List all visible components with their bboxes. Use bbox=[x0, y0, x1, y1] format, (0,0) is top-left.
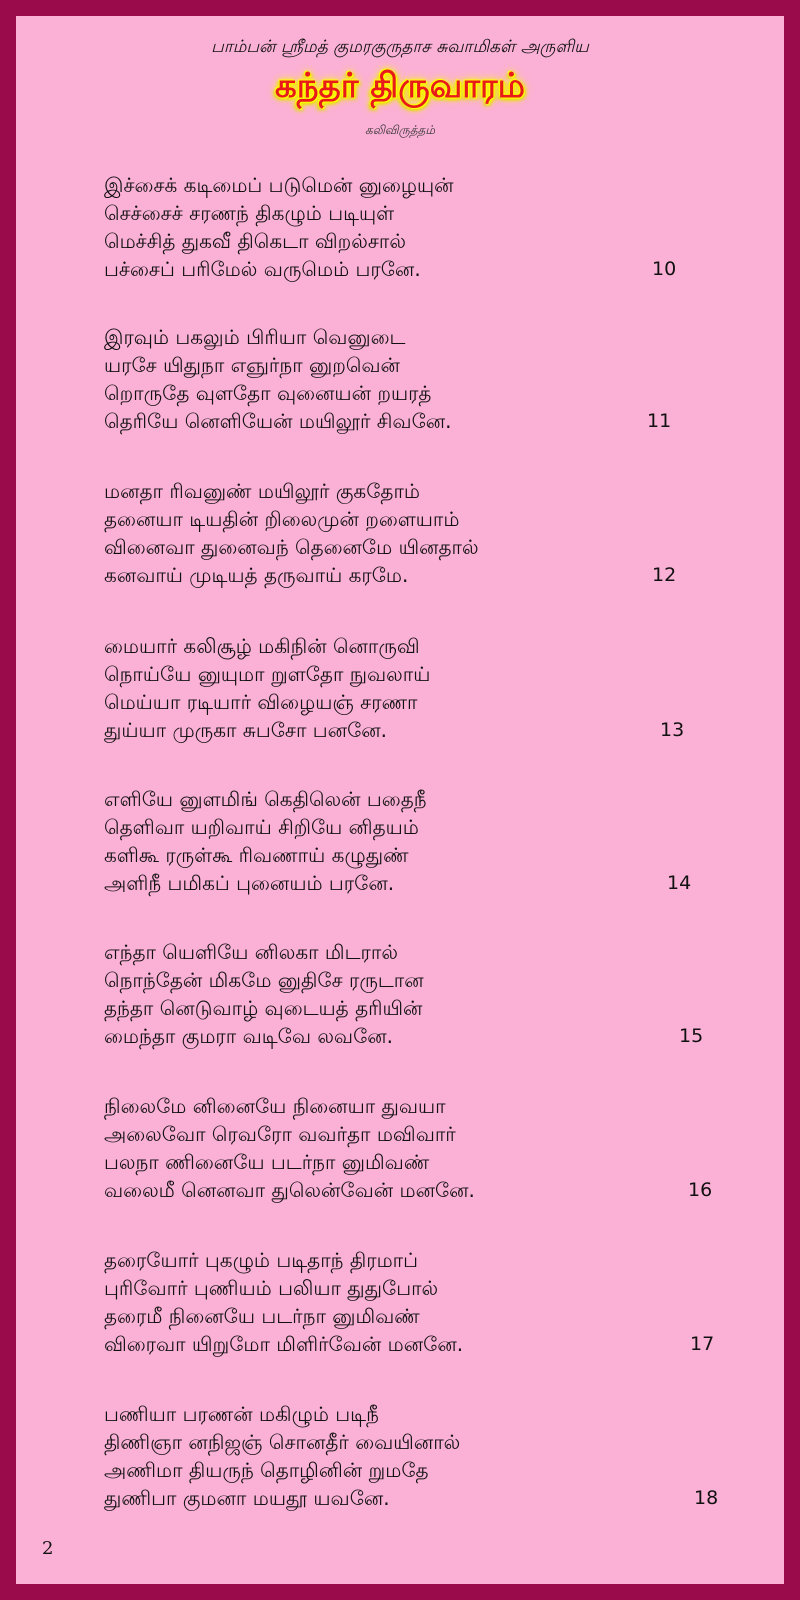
verse-line: தந்தா னெடுவாழ் வுடையத் தரியின் bbox=[104, 996, 423, 1020]
verse-line: அணிமா தியருந் தொழினின் றுமதே bbox=[104, 1458, 429, 1482]
verse-line: மெய்யா ரடியார் விழையஞ் சரணா bbox=[104, 690, 418, 714]
verse-line: புரிவோர் புணியம் பலியா துதுபோல் bbox=[104, 1276, 439, 1300]
verse-line: மைந்தா குமரா வடிவே லவனே. bbox=[104, 1024, 394, 1048]
verse-line: அலைவோ ரெவரோ வவர்தா மவிவார் bbox=[104, 1122, 456, 1146]
verse-line: செச்சைச் சரணந் திகழும் படியுள் bbox=[104, 201, 395, 225]
verse-line: தெளிவா யறிவாய் சிறியே னிதயம் bbox=[104, 815, 419, 839]
stanza-number: 16 bbox=[688, 1179, 713, 1201]
stanza-number: 11 bbox=[647, 410, 672, 432]
verse-line: களிகூ ரருள்கூ ரிவணாய் கழுதுண் bbox=[104, 843, 409, 867]
verse-line: எந்தா யெளியே னிலகா மிடரால் bbox=[104, 940, 398, 964]
verse-line: வலைமீ னெனவா துலென்வேன் மனனே. bbox=[104, 1178, 475, 1202]
verse-line: துணிபா குமனா மயதூ யவனே. bbox=[104, 1486, 390, 1510]
verse-line: தெரியே னெளியேன் மயிலூர் சிவனே. bbox=[104, 409, 452, 433]
meter-label: கலிவிருத்தம் bbox=[365, 123, 435, 137]
stanza bbox=[104, 323, 744, 435]
verse-line: மெச்சித் துகவீ திகெடா விறல்சால் bbox=[104, 229, 406, 253]
verse-line: எளியே னுளமிங் கெதிலென் பதைநீ bbox=[104, 787, 427, 811]
stanza bbox=[104, 1246, 744, 1358]
verse-line: யரசே யிதுநா எஞுர்நா னுறவென் bbox=[104, 353, 400, 377]
stanza bbox=[104, 1400, 744, 1512]
stanza bbox=[104, 477, 744, 589]
verse-line: திணிஞா னநிஜஞ் சொனதீர் வையினால் bbox=[104, 1430, 461, 1454]
stanza-number: 13 bbox=[660, 719, 685, 741]
stanza-number: 14 bbox=[667, 872, 692, 894]
stanza-number: 12 bbox=[652, 564, 677, 586]
stanza-number: 17 bbox=[690, 1333, 715, 1355]
verse-line: துய்யா முருகா சுபசோ பனனே. bbox=[104, 718, 388, 742]
verse-line: தரையோர் புகழும் படிதாந் திரமாப் bbox=[104, 1248, 418, 1272]
verse-line: நிலைமே னினையே நினையா துவயா bbox=[104, 1094, 446, 1118]
verse-line: வினைவா துனைவந் தெனைமே யினதால் bbox=[104, 535, 479, 559]
stanza-number: 18 bbox=[694, 1487, 719, 1509]
verse-line: தரைமீ நினையே படர்நா னுமிவண் bbox=[104, 1304, 420, 1328]
verse-line: பணியா பரணன் மகிழும் படிநீ bbox=[104, 1402, 379, 1426]
page-number: 2 bbox=[42, 1538, 54, 1559]
verse-line: கனவாய் முடியத் தருவாய் கரமே. bbox=[104, 563, 409, 587]
stanza-number: 10 bbox=[652, 258, 677, 280]
verse-line: இரவும் பகலும் பிரியா வெனுடை bbox=[104, 325, 406, 349]
stanza bbox=[104, 1092, 744, 1204]
verse-line: றொருதே வுளதோ வுனையன் றயரத் bbox=[104, 381, 432, 405]
verse-line: மனதா ரிவனுண் மயிலூர் குகதோம் bbox=[104, 479, 420, 503]
verse-line: அளிநீ பமிகப் புனையம் பரனே. bbox=[104, 871, 395, 895]
stanza bbox=[104, 938, 744, 1050]
verse-line: பலநா ணினையே படர்நா னுமிவண் bbox=[104, 1150, 430, 1174]
stanza-number: 15 bbox=[679, 1025, 704, 1047]
verse-line: நொந்தேன் மிகமே னுதிசே ரருடான bbox=[104, 968, 424, 992]
verse-line: பச்சைப் பரிமேல் வருமெம் பரனே. bbox=[104, 257, 421, 281]
verse-line: இச்சைக் கடிமைப் படுமென் னுழையுன் bbox=[104, 173, 454, 197]
stanza bbox=[104, 171, 744, 283]
verse-line: மையார் கலிசூழ் மகிநின் னொருவி bbox=[104, 634, 420, 658]
stanza bbox=[104, 785, 744, 897]
page bbox=[16, 16, 784, 1584]
verse-line: விரைவா யிறுமோ மிளிர்வேன் மனனே. bbox=[104, 1332, 464, 1356]
page-title: கந்தர் திருவாரம் bbox=[275, 66, 525, 106]
verse-line: நொய்யே னுயுமா றுளதோ நுவலாய் bbox=[104, 662, 431, 686]
author-credit: பாம்பன் ஸ்ரீமத் குமரகுருதாச சுவாமிகள் அருளிய bbox=[211, 37, 589, 57]
verse-line: தனையா டியதின் றிலைமுன் றளையாம் bbox=[104, 507, 460, 531]
stanza bbox=[104, 632, 744, 744]
